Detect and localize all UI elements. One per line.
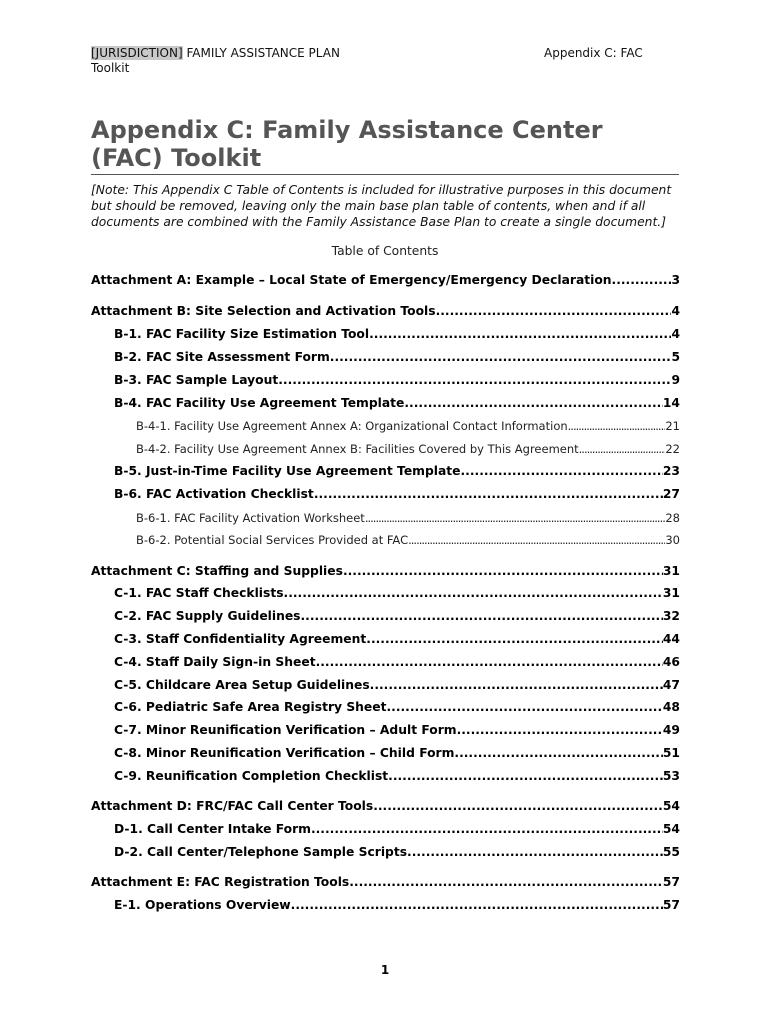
toc-entry-c-7[interactable]: C-7. Minor Reunification Verification – Adult Form ..... 49 <box>114 723 680 737</box>
toc-heading: Table of Contents <box>331 244 439 258</box>
toc-entry-b-4[interactable]: B-4. FAC Facility Use Agreement Template ..... 14 <box>114 396 680 410</box>
toc-entry-c-4[interactable]: C-4. Staff Daily Sign-in Sheet ..... 46 <box>114 655 680 669</box>
page-number: 1 <box>380 963 390 977</box>
toc-entry-attachment-d[interactable]: Attachment D: FRC/FAC Call Center Tools ..... 54 <box>91 799 680 813</box>
toc-entry-b-4-2[interactable]: B-4-2. Facility Use Agreement Annex B: Facilities Covered by This Agreement ..... 22 <box>136 442 680 456</box>
page-title: Appendix C: Family Assistance Center (FAC) Toolkit <box>91 116 603 172</box>
toc-entry-b-6[interactable]: B-6. FAC Activation Checklist ..... 27 <box>114 487 680 501</box>
toc-entry-c-5[interactable]: C-5. Childcare Area Setup Guidelines ..... 47 <box>114 678 680 692</box>
toc-entry-b-5[interactable]: B-5. Just-in-Time Facility Use Agreement Template ..... 23 <box>114 464 680 478</box>
toc-entry-b-4-1[interactable]: B-4-1. Facility Use Agreement Annex A: Organizational Contact Information ..... 21 <box>136 419 680 433</box>
toc-entry-attachment-c[interactable]: Attachment C: Staffing and Supplies ..... 31 <box>91 564 680 578</box>
header-right: Appendix C: FAC <box>544 46 643 60</box>
toc-entry-b-1[interactable]: B-1. FAC Facility Size Estimation Tool ..... 4 <box>114 327 680 341</box>
jurisdiction-placeholder: [JURISDICTION] <box>91 46 183 60</box>
illustrative-note: [Note: This Appendix C Table of Contents is included for illustrative purposes in this document but should be removed, leaving only the main base plan table of contents, when and if all documents are combined with the Family Assistance Base Plan to create a single document.] <box>91 183 672 229</box>
header-left <box>91 46 381 76</box>
toc-entry-c-6[interactable]: C-6. Pediatric Safe Area Registry Sheet ..... 48 <box>114 700 680 714</box>
header-plan-name: FAMILY ASSISTANCE PLAN Toolkit <box>91 46 340 75</box>
toc-entry-b-6-1[interactable]: B-6-1. FAC Facility Activation Worksheet ..... 28 <box>136 511 680 525</box>
toc-entry-attachment-a[interactable]: Attachment A: Example – Local State of Emergency/Emergency Declaration ..... 3 <box>91 273 680 287</box>
toc-entry-d-2[interactable]: D-2. Call Center/Telephone Sample Scripts ..... 55 <box>114 845 680 859</box>
toc-entry-c-1[interactable]: C-1. FAC Staff Checklists ..... 31 <box>114 586 680 600</box>
toc-entry-c-8[interactable]: C-8. Minor Reunification Verification – Child Form ..... 51 <box>114 746 680 760</box>
title-divider <box>91 174 679 175</box>
toc-entry-b-6-2[interactable]: B-6-2. Potential Social Services Provided at FAC ..... 30 <box>136 533 680 547</box>
toc-entry-c-2[interactable]: C-2. FAC Supply Guidelines ..... 32 <box>114 609 680 623</box>
toc-entry-attachment-e[interactable]: Attachment E: FAC Registration Tools ..... 57 <box>91 875 680 889</box>
toc-entry-d-1[interactable]: D-1. Call Center Intake Form ..... 54 <box>114 822 680 836</box>
toc-entry-b-3[interactable]: B-3. FAC Sample Layout ..... 9 <box>114 373 680 387</box>
toc-entry-b-2[interactable]: B-2. FAC Site Assessment Form ..... 5 <box>114 350 680 364</box>
toc-entry-e-1[interactable]: E-1. Operations Overview ..... 57 <box>114 898 680 912</box>
toc-entry-attachment-b[interactable]: Attachment B: Site Selection and Activation Tools ..... 4 <box>91 304 680 318</box>
toc-entry-c-9[interactable]: C-9. Reunification Completion Checklist ..... 53 <box>114 769 680 783</box>
toc-entry-c-3[interactable]: C-3. Staff Confidentiality Agreement ..... 44 <box>114 632 680 646</box>
